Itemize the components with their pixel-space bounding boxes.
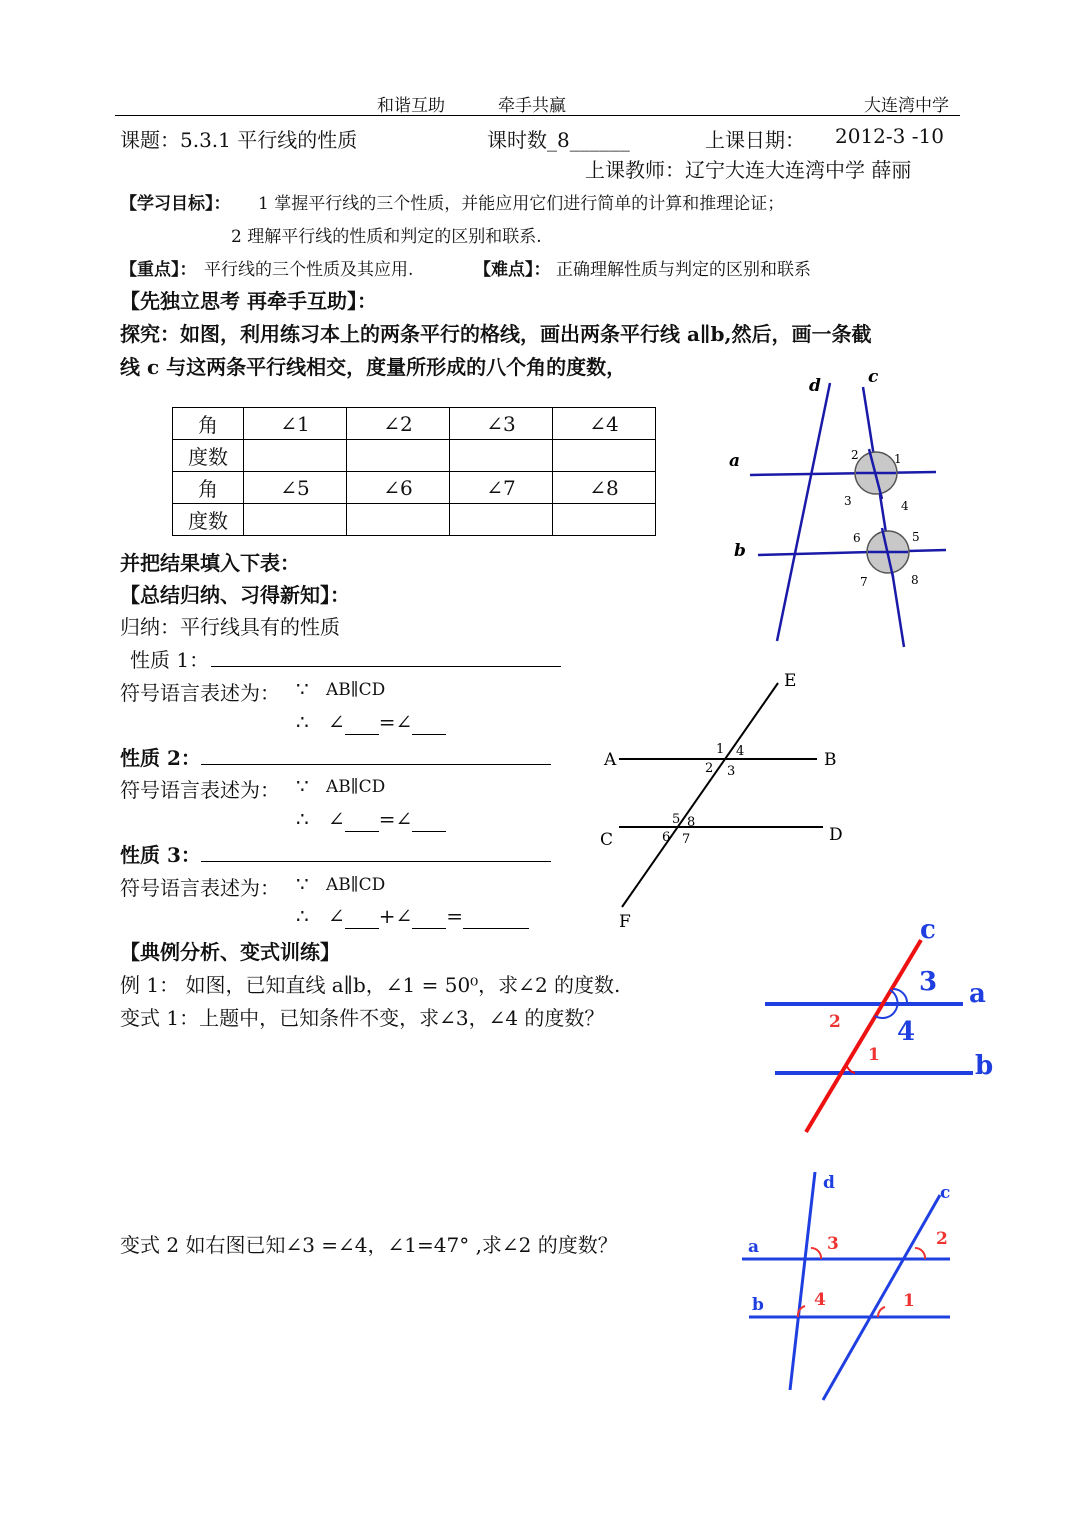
property-1-label: 性质 1： (130, 648, 210, 672)
symbolic-label-3: 符号语言表述为： (120, 876, 280, 900)
property-3-blank[interactable] (201, 861, 551, 862)
angle-symbol: ∠ (395, 710, 413, 734)
answer-blank[interactable] (345, 904, 379, 929)
summary-heading: 【总结归纳、习得新知】： (120, 583, 350, 607)
table-cell: ∠6 (347, 472, 450, 504)
answer-blank[interactable] (463, 904, 529, 929)
variant-2: 变式 2 如右图已知∠3 =∠4，∠1=47° ,求∠2 的度数？ (120, 1233, 618, 1257)
figure-3-diagram (755, 910, 1005, 1140)
line-c (863, 387, 904, 647)
table-cell[interactable] (347, 440, 450, 472)
angle-label-6: 6 (662, 830, 671, 845)
header-slogan-1: 和谐互助 (377, 96, 445, 116)
angle-label-5: 5 (912, 530, 920, 544)
property-2-blank[interactable] (201, 764, 551, 765)
angle-label-6: 6 (853, 531, 861, 545)
point-e: E (784, 671, 797, 691)
figure-1-diagram (720, 365, 960, 655)
table-cell: ∠5 (244, 472, 347, 504)
angle-symbol: ∠ (395, 904, 413, 928)
answer-blank[interactable] (412, 710, 446, 735)
line-d (777, 383, 830, 641)
angle-label-4: 4 (736, 744, 745, 759)
answer-blank[interactable] (412, 904, 446, 929)
example-1: 例 1： 如图，已知直线 a∥b，∠1 = 50⁰，求∠2 的度数. (120, 973, 621, 997)
formula-2 (328, 807, 446, 832)
key-text: 平行线的三个性质及其应用. (204, 260, 414, 280)
angle-symbol: ∠ (328, 807, 345, 831)
fill-table-text: 并把结果填入下表： (120, 551, 300, 575)
table-cell: ∠2 (347, 408, 450, 440)
angle-label-1: 1 (894, 452, 902, 466)
label-d: d (809, 376, 821, 396)
because-3: ∵ (296, 872, 309, 896)
line-c (823, 1195, 940, 1400)
table-cell: ∠3 (450, 408, 553, 440)
because-2: ∵ (296, 774, 309, 798)
point-a: A (604, 750, 617, 770)
label-d: d (823, 1173, 835, 1193)
point-c: C (600, 830, 614, 850)
angle-3-arc (811, 1248, 821, 1259)
table-cell: ∠1 (244, 408, 347, 440)
label-a: a (729, 451, 741, 471)
examples-heading: 【典例分析、变式训练】 (120, 940, 340, 964)
angle-2-arc (915, 1248, 925, 1259)
angle-label-4: 4 (814, 1290, 826, 1310)
induction-text: 归纳：平行线具有的性质 (120, 615, 340, 639)
lesson-date-label: 上课日期： (705, 128, 805, 152)
table-cell: 角 (173, 472, 244, 504)
angle-symbol: ∠ (395, 807, 413, 831)
angle-label-7: 7 (860, 575, 868, 589)
explore-line-2: 线 c 与这两条平行线相交，度量所形成的八个角的度数， (120, 355, 627, 379)
goals-label: 【学习目标】： (120, 194, 231, 214)
angle-label-8: 8 (911, 573, 919, 587)
label-a: a (969, 979, 986, 1009)
lesson-teacher: 上课教师：辽宁大连大连湾中学 薛丽 (585, 158, 912, 182)
angle-label-4: 4 (897, 1017, 916, 1047)
given-2: AB∥CD (326, 777, 386, 797)
given-3: AB∥CD (326, 875, 386, 895)
line-ef (622, 683, 778, 907)
formula-3 (328, 904, 529, 929)
label-b: b (752, 1295, 764, 1315)
line-a (750, 472, 936, 475)
angle-label-3: 3 (844, 494, 852, 508)
because-1: ∵ (296, 677, 309, 701)
angle-label-2: 2 (936, 1229, 948, 1249)
given-1: AB∥CD (326, 680, 386, 700)
answer-blank[interactable] (345, 807, 379, 832)
table-cell: ∠7 (450, 472, 553, 504)
symbolic-label-2: 符号语言表述为： (120, 778, 280, 802)
table-cell[interactable] (244, 504, 347, 536)
equals-sign: = (378, 807, 396, 831)
therefore-1: ∴ (296, 710, 309, 734)
property-1-blank[interactable] (211, 666, 561, 667)
table-cell: ∠4 (553, 408, 656, 440)
point-d: D (829, 825, 843, 845)
angle-label-3: 3 (727, 764, 736, 779)
header-rule (115, 115, 960, 116)
table-cell: 度数 (173, 504, 244, 536)
label-a: a (748, 1237, 760, 1257)
table-row (173, 440, 656, 472)
table-row (173, 504, 656, 536)
angle-label-2: 2 (851, 448, 859, 462)
table-cell[interactable] (553, 504, 656, 536)
line-b (758, 550, 946, 555)
lesson-topic: 课题：5.3.1 平行线的性质 (120, 128, 358, 152)
angle-label-1: 1 (716, 742, 725, 757)
angle-label-5: 5 (672, 812, 681, 827)
label-b: b (975, 1051, 994, 1081)
angle-label-1: 1 (903, 1291, 915, 1311)
header-slogan-2: 牵手共赢 (498, 96, 566, 116)
angle-label-8: 8 (687, 815, 696, 830)
table-row (173, 472, 656, 504)
line-d (790, 1172, 815, 1390)
property-3-label: 性质 3： (120, 843, 201, 867)
key-label: 【重点】： (120, 260, 197, 280)
label-b: b (734, 541, 746, 561)
goals-item-2: 2 理解平行线的性质和判定的区别和联系. (231, 227, 542, 247)
label-c: c (868, 367, 879, 387)
angle-label-7: 7 (682, 832, 691, 847)
hard-text: 正确理解性质与判定的区别和联系 (556, 260, 811, 280)
therefore-3: ∴ (296, 904, 309, 928)
variant-1: 变式 1：上题中，已知条件不变，求∠3，∠4 的度数？ (120, 1006, 605, 1030)
table-cell[interactable] (347, 504, 450, 536)
angle-label-3: 3 (827, 1234, 839, 1254)
lesson-date: 2012-3 -10 (835, 124, 944, 148)
answer-blank[interactable] (412, 807, 446, 832)
goals-item-1: 1 掌握平行线的三个性质，并能应用它们进行简单的计算和推理论证； (258, 194, 785, 214)
label-c: c (940, 1183, 951, 1203)
angle-label-2: 2 (829, 1012, 841, 1032)
label-c: c (920, 915, 936, 945)
think-heading: 【先独立思考 再牵手互助】： (120, 289, 377, 313)
figure-4-diagram (735, 1160, 965, 1410)
formula-1 (328, 710, 446, 735)
hard-label: 【难点】： (474, 260, 551, 280)
figure-2-diagram (595, 665, 855, 940)
point-f: F (619, 912, 631, 932)
angle-label-3: 3 (919, 967, 938, 997)
point-b: B (824, 750, 837, 770)
lesson-hours: 课时数_8______ (487, 128, 630, 152)
angle-table (172, 407, 656, 536)
angle-label-2: 2 (705, 761, 714, 776)
angle-label-1: 1 (868, 1045, 880, 1065)
table-cell[interactable] (450, 504, 553, 536)
equals-sign: = (446, 904, 464, 928)
header-school: 大连湾中学 (864, 96, 949, 116)
table-cell: 角 (173, 408, 244, 440)
explore-line-1: 探究：如图，利用练习本上的两条平行的格线，画出两条平行线 a∥b,然后，画一条截 (120, 322, 872, 346)
therefore-2: ∴ (296, 807, 309, 831)
table-cell: ∠8 (553, 472, 656, 504)
angle-label-4: 4 (901, 499, 909, 513)
equals-sign: = (378, 710, 396, 734)
table-cell[interactable] (450, 440, 553, 472)
symbolic-label-1: 符号语言表述为： (120, 681, 280, 705)
table-row (173, 408, 656, 440)
table-cell: 度数 (173, 440, 244, 472)
plus-sign: + (378, 904, 396, 928)
table-cell[interactable] (244, 440, 347, 472)
angle-symbol: ∠ (328, 904, 345, 928)
table-cell[interactable] (553, 440, 656, 472)
property-2-label: 性质 2： (120, 746, 201, 770)
angle-symbol: ∠ (328, 710, 345, 734)
answer-blank[interactable] (345, 710, 379, 735)
